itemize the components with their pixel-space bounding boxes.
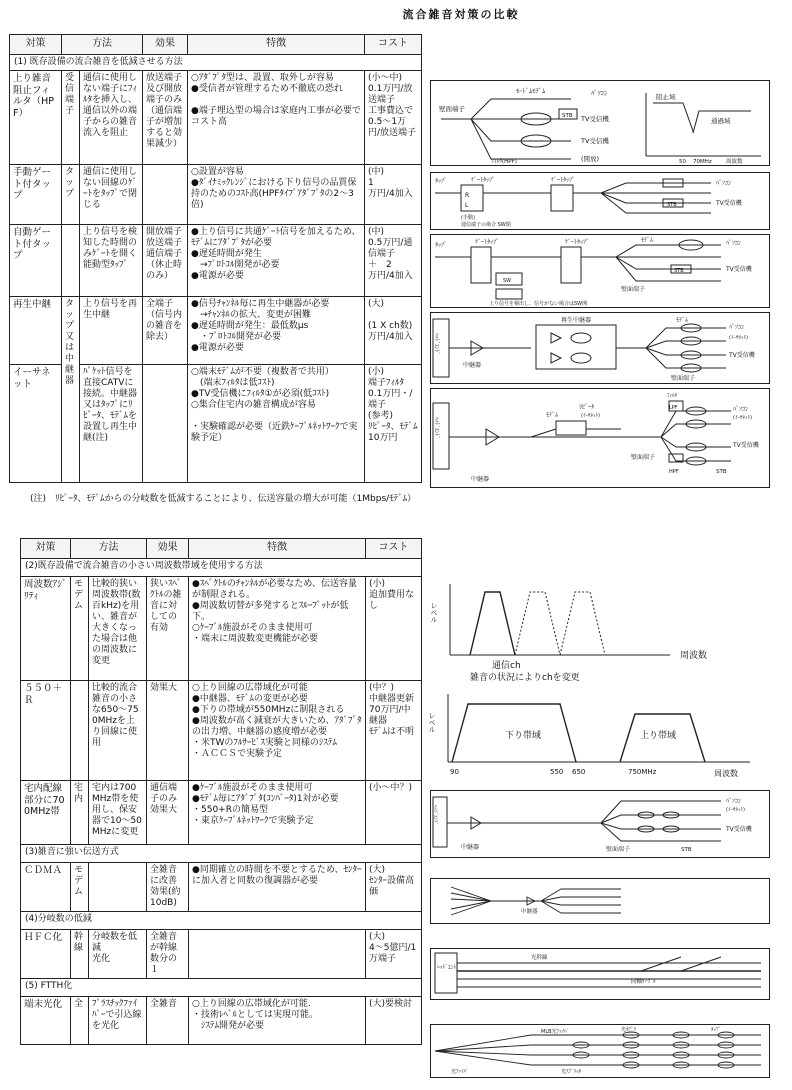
- d6-label: 周波数: [680, 651, 708, 661]
- row-method: ﾊﾟｹｯﾄ信号を直接CATVに接続。中継器又はﾀｯﾌﾟにﾘﾋﾟｰﾀ、ﾓﾃﾞﾑを設置し再生中継(注): [80, 365, 143, 483]
- row-cost: (大) 4～5億円/1万端子: [366, 929, 422, 978]
- row-features: ●同期確立の時間を不要とするため、ｾﾝﾀｰに加入者と同数の復調器が必要: [189, 863, 366, 912]
- d1-label: TV受信機: [581, 137, 609, 145]
- table-note: (注) ﾘﾋﾟｰﾀ、ﾓﾃﾞﾑからの分岐数を低減することにより、伝送容量の増大が可能（1Mbps/ﾓﾃﾞﾑ）: [30, 494, 417, 504]
- d7-label: 90: [450, 768, 459, 776]
- d5-label: HPF: [669, 469, 679, 475]
- d1-label: ﾊﾟｿｺﾝ: [591, 89, 608, 97]
- diagram-regenerative-repeater: [430, 312, 770, 384]
- d2-label: (手動): [461, 215, 475, 221]
- row-features: ○上り回線の広帯域化が可能 ●中継器、ﾓﾃﾞﾑの変更が必要 ●下りの帯域が550MHzに制限される ●周波数が高く減衰が大きいため、ｱﾀﾞﾌﾟﾀの出力増、中継器の感度増が必要 ・米TWのﾌﾙｻｰﾋﾞｽ実験と同様のｼｽﾃﾑ ・ＡＣＣＳで実験予定: [189, 681, 366, 781]
- d1-label: 50: [679, 159, 686, 165]
- row-effect: 全端子（信号内の雑音を除去）: [143, 297, 188, 365]
- row-method: 通信に使用しない回線のｹﾞｰﾄをﾀｯﾌﾟで閉じる: [80, 165, 143, 225]
- d8-label: ﾊﾟｿｺﾝ: [726, 798, 742, 805]
- table-row: [21, 781, 422, 845]
- row-features: ○設置が容易 ●ﾀﾞｲﾅﾐｯｸﾚﾝｼﾞにおける下り信号の品質保持のためのｺｽﾄ高(HPFﾀｲﾌﾟｱﾀﾞﾌﾟﾀの2～3倍): [188, 165, 365, 225]
- table-row: [10, 297, 422, 365]
- diagram-ftth: [430, 1024, 770, 1078]
- d3-label: SW: [503, 278, 512, 284]
- diagram-auto-gate-tap-drawing: [431, 235, 769, 307]
- d4-label: 壁面端子: [671, 375, 696, 382]
- d4-label: TV受信機: [729, 352, 755, 359]
- d5-label: ﾌｨﾙﾀ: [667, 393, 678, 399]
- table-row: [21, 863, 422, 912]
- row-method-short: タップ: [62, 165, 80, 225]
- row-cost: (小～中？): [366, 781, 422, 845]
- comparison-table-1: [9, 34, 422, 483]
- row-name: 宅内配線部分に700MHz帯: [21, 781, 71, 845]
- section-title: (5) FTTH化: [21, 978, 422, 996]
- d7-label: 650: [572, 768, 586, 776]
- d4-label: ﾍｯﾄﾞｴﾝﾄﾞ: [433, 333, 439, 356]
- row-name: 自動ゲート付タップ: [10, 225, 62, 297]
- row-effect: 開放端子放送端子通信端子（休止時のみ）: [143, 225, 188, 297]
- d1-label: ﾓｰﾄﾞﾑﾓﾃﾞﾑ: [516, 87, 546, 95]
- section-title: (2)既存設備で流合雑音の小さい周波数帯域を使用する方法: [21, 559, 422, 577]
- d4-label: (ｲｰｻﾈｯﾄ): [729, 335, 748, 341]
- diagram-ethernet-drawing: [431, 389, 769, 487]
- d3-label: ｹﾞｰﾄﾀｯﾌﾟ: [475, 239, 500, 246]
- row-method-short: モデム: [71, 863, 89, 912]
- diagram-in-home-700mhz: [430, 790, 770, 858]
- header-cost: コスト: [366, 539, 422, 559]
- table-row: [21, 929, 422, 978]
- d3-label: ﾊﾟｿｺﾝ: [726, 240, 742, 247]
- row-cost: (小) 追加費用なし: [366, 577, 422, 681]
- d5-label: 壁面端子: [631, 454, 656, 461]
- d7-label: 750MHz: [628, 768, 657, 776]
- table-row: [21, 681, 422, 781]
- d5-label: ﾘﾋﾟｰﾀ: [579, 404, 595, 411]
- row-cost: (小) 端子ﾌｨﾙﾀ 0.1万円・/端子 (参考) ﾘﾋﾟｰﾀ、ﾓﾃﾞﾑ 10万円: [365, 365, 422, 483]
- row-method: 上り信号を再生中継: [80, 297, 143, 365]
- row-method: 比較的流合雑音の小さな650～750MHzを上り回線に使用: [89, 681, 147, 781]
- row-cost: (大) (1 X ch数) 万円/4加入: [365, 297, 422, 365]
- row-effect: 全雑音が幹線数分の１: [147, 929, 189, 978]
- d3-label: STB: [674, 268, 684, 274]
- d8-label: 壁面端子: [606, 846, 631, 853]
- row-method-short: 全: [71, 996, 89, 1044]
- header-method: 方法: [71, 539, 147, 559]
- d7-label: 下り帯域: [505, 731, 542, 741]
- header-effect: 効果: [143, 35, 188, 55]
- diagram-auto-gate-tap: [430, 234, 770, 308]
- diagram-cdma-drawing: [431, 879, 769, 923]
- d1-label: TV受信機: [581, 115, 609, 123]
- row-cost: (中) 0.5万円/通信端子 ＋ 2 万円/4加入: [365, 225, 422, 297]
- d2-label: ﾀｯﾌﾟ: [435, 178, 448, 185]
- row-name: ５５０＋Ｒ: [21, 681, 71, 781]
- d1-label: STB: [562, 113, 573, 119]
- table-row: [10, 71, 422, 165]
- d5-label: ﾊﾟｿｺﾝ: [733, 406, 749, 413]
- header-measure: 対策: [10, 35, 62, 55]
- diagram-ftth-drawing: [431, 1025, 769, 1077]
- d11-label: ﾀｯﾌﾟ: [711, 1027, 722, 1033]
- section-title: (4)分岐数の低減: [21, 911, 422, 929]
- diagram-cdma: [430, 878, 770, 924]
- d2-label: ｹﾞｰﾄﾀｯﾌﾟ: [471, 177, 496, 184]
- row-method: [89, 863, 147, 912]
- d3-label: ﾀｯﾌﾟ: [435, 242, 448, 249]
- diagram-ethernet: [430, 388, 770, 488]
- d8-label: ﾍｯﾄﾞｴﾝﾄﾞ: [432, 805, 438, 826]
- d8-label: (ｲｰｻﾈｯﾄ): [726, 807, 745, 813]
- row-features: ●ｹｰﾌﾞﾙ施設がそのまま使用可 ●ﾓﾃﾞﾑ毎にｱﾀﾞﾌﾟﾀ(ｺﾝﾊﾞｰﾀ)1対が必要 ・550+Rの簡易型 ・東京ｹｰﾌﾞﾙﾈｯﾄﾜｰｸで実験予定: [189, 781, 366, 845]
- row-method: 分岐数を低減 光化: [89, 929, 147, 978]
- header-effect: 効果: [147, 539, 189, 559]
- d11-label: 光ﾌｧｲﾊﾞ: [451, 1069, 469, 1075]
- row-name: 周波数ｱｼﾞﾘﾃｨ: [21, 577, 71, 681]
- d5-label: ﾓﾃﾞﾑ: [546, 412, 559, 419]
- d11-label: 光ｶﾌﾟﾗ: [621, 1027, 637, 1033]
- d1-label: (開放): [581, 155, 600, 163]
- d7-label: 周波数: [714, 769, 738, 778]
- row-name: 端末光化: [21, 996, 71, 1044]
- row-method-short: 宅内: [71, 781, 89, 845]
- d2-label: ｹﾞｰﾄﾀｯﾌﾟ: [551, 177, 576, 184]
- d1-label: 周波数: [726, 159, 743, 165]
- row-cost: (中) 1 万円/4加入: [365, 165, 422, 225]
- diagram-hpf-drawing: [431, 81, 769, 165]
- diagram-550r: [430, 690, 768, 780]
- diagram-manual-gate-tap: [430, 172, 770, 230]
- d5-label: TV受信機: [733, 442, 759, 449]
- d2-label: TV受信機: [716, 200, 742, 207]
- d3-label: ｹﾞｰﾄﾀｯﾌﾟ: [565, 239, 590, 246]
- d3-label: 壁面端子: [621, 286, 646, 293]
- row-features: ●上り信号に共通ｹﾞｰﾄ信号を加えるため、ﾓﾃﾞﾑにｱﾀﾞﾌﾟﾀが必要 ●遅延時間が発生 →ﾌﾟﾛﾄｺﾙ開発が必要 ●電源が必要: [188, 225, 365, 297]
- row-effect: 全雑音に改善効果(約10dB): [147, 863, 189, 912]
- d5-label: (ｲｰｻﾈｯﾄ): [733, 415, 752, 421]
- d8-label: TV受信機: [726, 826, 752, 833]
- row-effect: 通信端子のみ効果大: [147, 781, 189, 845]
- row-features: ○端末ﾓﾃﾞﾑが不要（複数者で共用） (端末ﾌｨﾙﾀは低ｺｽﾄ) ●TV受信機にﾌｨﾙﾀ①が必須(低ｺｽﾄ) ○集合住宅内の雑音構成が容易 ・実験確認が必要（近鉄ｹｰﾌﾞﾙﾈｯﾄﾜｰｸで実験予定）: [188, 365, 365, 483]
- d6-label: 雑音の状況によりchを変更: [470, 673, 580, 683]
- row-method: ﾌﾟﾗｽﾁｯｸﾌｧｲﾊﾞｰで引込線を光化: [89, 996, 147, 1044]
- d4-label: ﾊﾟｿｺﾝ: [729, 324, 745, 331]
- d1-label: ﾌｨﾙﾀ(HPF): [491, 159, 517, 165]
- diagram-frequency-agility: [430, 580, 768, 684]
- header-features: 特徴: [189, 539, 366, 559]
- row-effect: 狭いｽﾍﾟｸﾄﾙの雑音に対しての有効: [147, 577, 189, 681]
- diagram-550r-drawing: [430, 690, 768, 780]
- row-method-short: [71, 681, 89, 781]
- row-cost: (大) ｾﾝﾀｰ設備高価: [366, 863, 422, 912]
- header-measure: 対策: [21, 539, 71, 559]
- d2-label: L: [465, 202, 469, 209]
- d9-label: 中継器: [521, 909, 538, 915]
- diagram-hfc: [430, 948, 770, 1000]
- d11-label: MLB光ﾌｧｲﾊﾞ: [541, 1029, 570, 1035]
- d11-label: 光ｽﾌﾟﾘｯﾀ: [561, 1069, 582, 1075]
- d6-label: 通信ch: [492, 661, 521, 671]
- d2-label: ﾊﾟｿｺﾝ: [716, 180, 732, 187]
- d7-label: 550: [550, 768, 564, 776]
- d7-label: レベル: [428, 712, 436, 733]
- row-name: ＨＦＣ化: [21, 929, 71, 978]
- row-effect: [143, 165, 188, 225]
- row-method-short: [62, 225, 80, 297]
- d5-label: ﾍｯﾄﾞｴﾝﾄﾞ: [433, 417, 439, 440]
- d1-label: 壁面端子: [439, 105, 465, 113]
- d3-label: 上り信号を検出し、信号がない場合はSW開: [489, 301, 588, 307]
- row-name: 再生中継: [10, 297, 62, 365]
- row-effect: [143, 365, 188, 483]
- d4-label: ﾓﾃﾞﾑ: [676, 317, 689, 324]
- d5-label: (ｲｰｻﾈｯﾄ): [581, 413, 600, 419]
- row-method: 比較的狭い周波数帯(数百kHz)を用い、雑音が大きくなった場合は他の周波数に変更: [89, 577, 147, 681]
- d5-label: STB: [716, 469, 727, 475]
- section-title: (3)雑音に強い伝送方式: [21, 845, 422, 863]
- section-title: (1) 既存設備の流合雑音を低減させる方法: [10, 55, 422, 71]
- d10-label: 同軸ｹｰﾌﾞﾙ: [631, 979, 656, 985]
- row-name: イーサネット: [10, 365, 62, 483]
- header-method: 方法: [62, 35, 143, 55]
- d2-label: STB: [667, 202, 677, 208]
- d10-label: ﾍｯﾄﾞｴﾝﾄﾞ: [437, 965, 460, 971]
- d1-label: 通過域: [711, 117, 731, 125]
- row-method-short: 幹線: [71, 929, 89, 978]
- row-features: ●ｽﾍﾟｸﾄﾙのﾁｬﾝﾈﾙが必要なため、伝送容量が制限される。 ●周波数切替が多発するとｽﾙｰﾌﾟｯﾄが低下。 ○ｹｰﾌﾞﾙ施設がそのまま使用可 ・端末に周波数変更機能が必要: [189, 577, 366, 681]
- header-cost: コスト: [365, 35, 422, 55]
- row-method-short: タップ又は中継器: [62, 297, 80, 483]
- row-method: 通信に使用しない端子にﾌｨﾙﾀを挿入し、通信以外の端子からの雑音流入を阻止: [80, 71, 143, 165]
- d5-label: LPF: [669, 405, 678, 411]
- table-row: [21, 577, 422, 681]
- diagram-manual-gate-tap-drawing: [431, 173, 769, 229]
- d3-label: ﾓﾃﾞﾑ: [641, 237, 654, 244]
- table-row: [10, 225, 422, 297]
- d7-label: 上り帯域: [640, 731, 677, 741]
- diagram-frequency-agility-drawing: [430, 580, 768, 684]
- row-name: ＣＤＭＡ: [21, 863, 71, 912]
- diagram-hpf: [430, 80, 770, 166]
- row-features: [189, 929, 366, 978]
- header-features: 特徴: [188, 35, 365, 55]
- d3-label: TV受信機: [726, 266, 752, 273]
- row-features: ○ｱﾀﾞﾌﾟﾀ型は、設置、取外しが容易 ●受信者が管理するため不徹底の恐れ ●端子埋込型の場合は家庭内工事が必要でコスト高: [188, 71, 365, 165]
- d6-label: レベル: [430, 602, 438, 623]
- row-effect: 全雑音: [147, 996, 189, 1044]
- d1-label: 阻止域: [656, 93, 676, 101]
- d4-label: 再生中継器: [561, 317, 592, 324]
- table-row: [21, 996, 422, 1044]
- row-name: 上り雑音阻止フィルタ（HPF）: [10, 71, 62, 165]
- row-cost: (小～中) 0.1万円/放送端子 工事費込で0.5～1万円/放送端子: [365, 71, 422, 165]
- row-method: 宅内は700MHz帯を使用し、保安器で10～50MHzに変更: [89, 781, 147, 845]
- comparison-table-2: [20, 538, 422, 1045]
- row-method-short: モデム: [71, 577, 89, 681]
- row-cost: (大)要検討: [366, 996, 422, 1044]
- d5-label: 中継器: [471, 476, 490, 483]
- d1-label: 70MHz: [693, 159, 712, 165]
- d2-label: 通信端子の場合 SW閉: [461, 222, 511, 228]
- d2-label: R: [465, 192, 470, 199]
- diagram-regenerative-repeater-drawing: [431, 313, 769, 383]
- diagram-in-home-700mhz-drawing: [431, 791, 769, 857]
- d8-label: 中継器: [461, 844, 480, 851]
- row-effect: 放送端子及び開放端子のみ（通信端子が増加すると効果減少）: [143, 71, 188, 165]
- row-features: ●信号ﾁｬﾝﾈﾙ毎に再生中継器が必要 →ﾁｬﾝﾈﾙの拡大、変更が困難 ●遅延時間が発生：最低数μs ・ﾌﾟﾛﾄｺﾙ開発が必要 ●電源が必要: [188, 297, 365, 365]
- row-method: 上り信号を検知した時間のみｹﾞｰﾄを開く能動型ﾀｯﾌﾟ: [80, 225, 143, 297]
- d8-label: STB: [681, 847, 692, 853]
- row-name: 手動ゲート付タップ: [10, 165, 62, 225]
- row-features: ○上り回線の広帯域化が可能. ・技術ﾚﾍﾞﾙとしては実現可能。 ｼｽﾃﾑ開発が必要: [189, 996, 366, 1044]
- d10-label: 光幹線: [531, 955, 548, 961]
- row-method-short: 受信端子: [62, 71, 80, 165]
- diagram-hfc-drawing: [431, 949, 769, 999]
- table-row: [10, 165, 422, 225]
- row-cost: (中？) 中継器更新 70万円/中継器 ﾓﾃﾞﾑは不明: [366, 681, 422, 781]
- row-effect: 効果大: [147, 681, 189, 781]
- d4-label: 中継器: [463, 362, 482, 369]
- page-title: 流合雑音対策の比較: [402, 8, 520, 21]
